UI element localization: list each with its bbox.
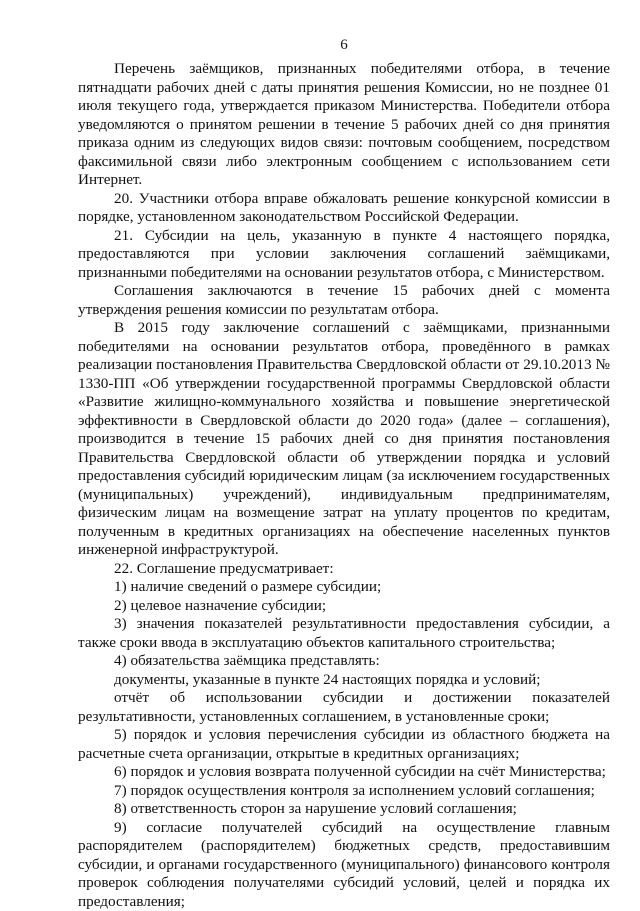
list-item: 9) согласие получателей субсидий на осуществление главным распорядителем (распорядителем) бюджетных средств, предоставившим субсидии, и органами государственного (муниципального) финансового контроля проверок соблюдения получателями субсидий условий, целей и порядка их предоставления; — [78, 819, 610, 911]
list-item: документы, указанные в пункте 24 настоящих порядка и условий; — [78, 671, 610, 690]
page-number: 6 — [78, 36, 610, 54]
list-item: 8) ответственность сторон за нарушение условий соглашения; — [78, 800, 610, 819]
list-item: 7) порядок осуществления контроля за исполнением условий соглашения; — [78, 782, 610, 801]
paragraph-agreements-term: Соглашения заключаются в течение 15 рабочих дней с момента утверждения решения комиссии по результатам отбора. — [78, 282, 610, 319]
paragraph-21-subsidies: 21. Субсидии на цель, указанную в пункте 4 настоящего порядка, предоставляются при условии заключения соглашений заёмщиками, признанными победителями на основании результатов отбора, с Министерством. — [78, 227, 610, 283]
list-item: 3) значения показателей результативности предоставления субсидии, а также сроки ввода в эксплуатацию объектов капитального строительства; — [78, 615, 610, 652]
list-item: 2) целевое назначение субсидии; — [78, 597, 610, 616]
agreement-provisions-list — [78, 578, 610, 911]
list-item: 5) порядок и условия перечисления субсидии из областного бюджета на расчетные счета организации, открытые в кредитных организациях; — [78, 726, 610, 763]
paragraph-20-appeal: 20. Участники отбора вправе обжаловать решение конкурсной комиссии в порядке, установленном законодательством Российской Федерации. — [78, 190, 610, 227]
list-item: 1) наличие сведений о размере субсидии; — [78, 578, 610, 597]
paragraph-winners-list: Перечень заёмщиков, признанных победителями отбора, в течение пятнадцати рабочих дней с даты принятия решения Комиссии, но не позднее 01 июля текущего года, утверждается приказом Министерства. Победители отбора уведомляются о принятом решении в течение 5 рабочих дней со дня принятия приказа одним из следующих видов связи: почтовым сообщением, посредством факсимильной связи либо электронным сообщением с использованием сети Интернет. — [78, 60, 610, 190]
list-item: отчёт об использовании субсидии и достижении показателей результативности, установленных соглашением, в установленные сроки; — [78, 689, 610, 726]
list-item: 6) порядок и условия возврата полученной субсидии на счёт Министерства; — [78, 763, 610, 782]
paragraph-22-agreement-provides: 22. Соглашение предусматривает: — [78, 560, 610, 579]
paragraph-2015-agreements: В 2015 году заключение соглашений с заёмщиками, признанными победителями на основании результатов отбора, проведённого в рамках реализации постановления Правительства Свердловской области от 29.10.2013 № 1330-ПП «Об утверждении государственной программы Свердловской области «Развитие жилищно-коммунального хозяйства и повышение энергетической эффективности в Свердловской области до 2020 года» (далее – соглашения), производится в течение 15 рабочих дней со дня принятия постановления Правительства Свердловской области об утверждении порядка и условий предоставления субсидий юридическим лицам (за исключением государственных (муниципальных) учреждений), индивидуальным предпринимателям, физическим лицам на возмещение затрат на уплату процентов по кредитам, полученным в кредитных организациях на обеспечение населенных пунктов инженерной инфраструктурой. — [78, 319, 610, 560]
list-item: 4) обязательства заёмщика представлять: — [78, 652, 610, 671]
